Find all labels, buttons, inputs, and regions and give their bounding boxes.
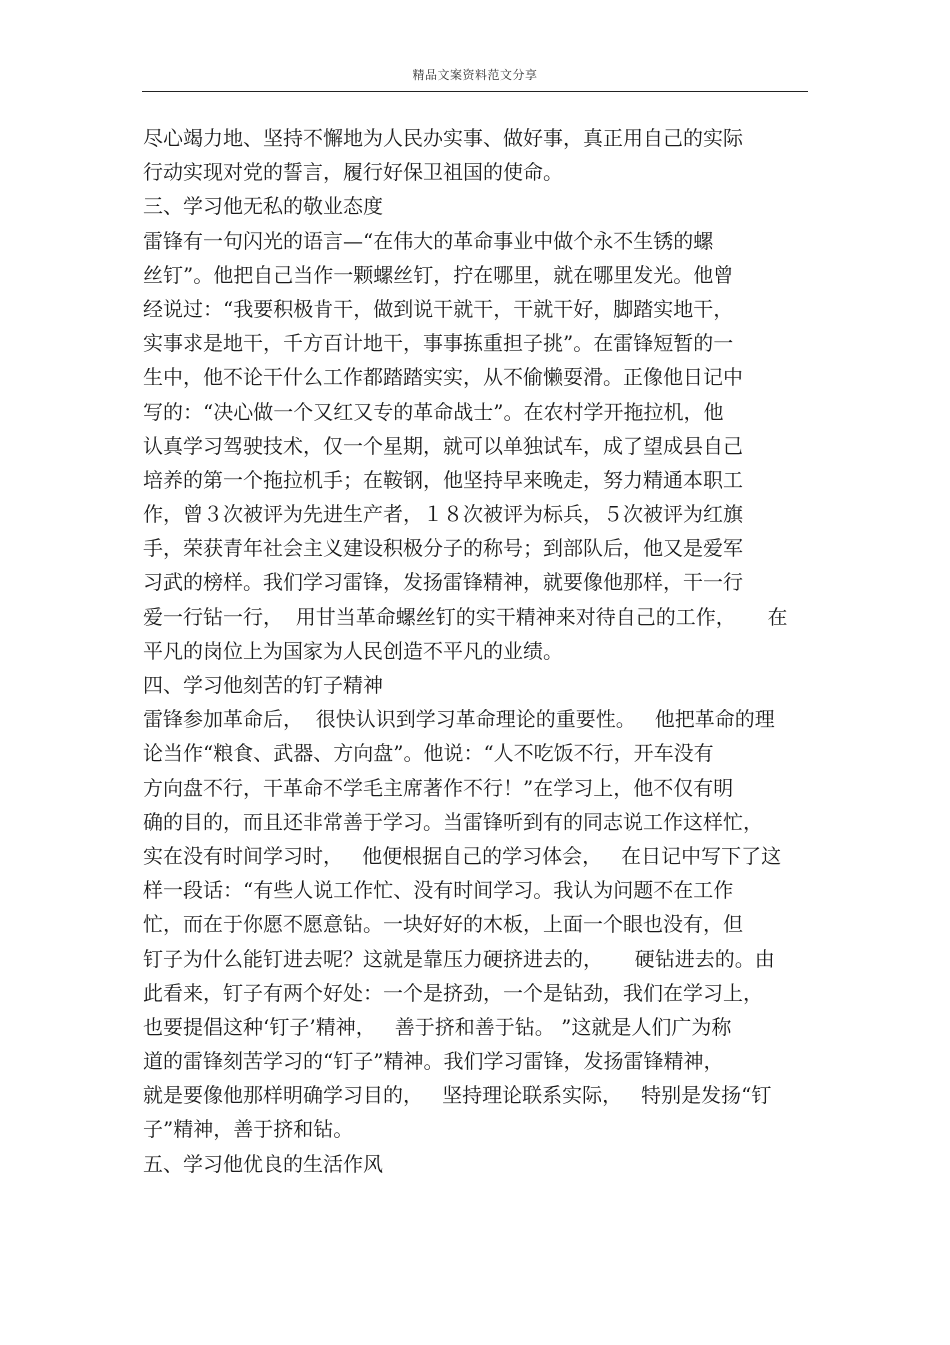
text-line: 平凡的岗位上为国家为人民创造不平凡的业绩。 [143,638,563,663]
document-body [143,121,823,1181]
text-line: 雷锋有一句闪光的语言—“在伟大的革命事业中做个永不生锈的螺 [143,228,714,253]
text-line: 钉子为什么能钉进去呢？这就是靠压力硬挤进去的， 硬钻进去的。由 [143,946,775,971]
text-line: 丝钉”。他把自己当作一颗螺丝钉，拧在哪里，就在哪里发光。他曾 [143,262,734,287]
text-line: 子”精神，善于挤和钻。 [143,1117,354,1142]
section-heading-3: 三、学习他无私的敬业态度 [143,194,383,219]
header-divider [142,91,808,92]
section-heading-4: 四、学习他刻苦的钉子精神 [143,673,383,697]
text-line: 雷锋参加革命后， 很快认识到学习革命理论的重要性。 他把革命的理 [143,707,775,732]
text-line: 爱一行钻一行， 用甘当革命螺丝钉的实干精神来对待自己的工作， 在 [143,604,788,629]
text-line: 认真学习驾驶技术，仅一个星期，就可以单独试车，成了望成县自己 [143,433,743,458]
text-line: 经说过：“我要积极肯干，做到说干就干，干就干好，脚踏实地干， [143,296,734,321]
text-line: 手，荣获青年社会主义建设积极分子的称号；到部队后，他又是爱军 [143,536,743,561]
text-line: 写的：“决心做一个又红又专的革命战士”。在农村学开拖拉机，他 [143,399,724,424]
page-header: 精品文案资料范文分享 [412,68,538,82]
text-line: 尽心竭力地、坚持不懈地为人民办实事、做好事，真正用自己的实际 [143,126,743,150]
text-line: 习武的榜样。我们学习雷锋，发扬雷锋精神，就要像他那样，干一行 [143,570,743,595]
text-line: 培养的第一个拖拉机手；在鞍钢，他坚持早来晚走，努力精通本职工 [143,467,743,492]
text-line: 行动实现对党的誓言，履行好保卫祖国的使命。 [143,160,563,185]
text-line: 实在没有时间学习时， 他便根据自己的学习体会， 在日记中写下了这 [143,843,782,868]
text-line: 确的目的，而且还非常善于学习。当雷锋听到有的同志说工作这样忙， [143,809,763,834]
text-line: 忙，而在于你愿不愿意钻。一块好好的木板，上面一个眼也没有，但 [143,912,743,937]
text-line: 生中，他不论干什么工作都踏踏实实，从不偷懒耍滑。正像他日记中 [143,365,743,390]
text-line: 就是要像他那样明确学习目的， 坚持理论联系实际， 特别是发扬“钉 [143,1083,772,1108]
text-line: 方向盘不行，干革命不学毛主席著作不行！”在学习上，他不仅有明 [143,775,734,800]
text-line: 实事求是地干，千方百计地干，事事拣重担子挑”。在雷锋短暂的一 [143,331,734,356]
text-line: 样一段话：“有些人说工作忙、没有时间学习。我认为问题不在工作 [143,878,734,903]
section-heading-5: 五、学习他优良的生活作风 [143,1151,383,1176]
text-line: 作，曾３次被评为先进生产者，１８次被评为标兵，５次被评为红旗 [143,502,743,527]
text-line: 此看来，钉子有两个好处：一个是挤劲，一个是钻劲，我们在学习上， [143,980,763,1005]
text-line: 也要提倡这种‘钉子’精神， 善于挤和善于钻。 ”这就是人们广为称 [143,1014,732,1039]
text-line: 论当作“粮食、武器、方向盘”。他说：“人不吃饭不行，开车没有 [143,741,714,766]
text-line: 道的雷锋刻苦学习的“钉子”精神。我们学习雷锋，发扬雷锋精神， [143,1049,724,1074]
